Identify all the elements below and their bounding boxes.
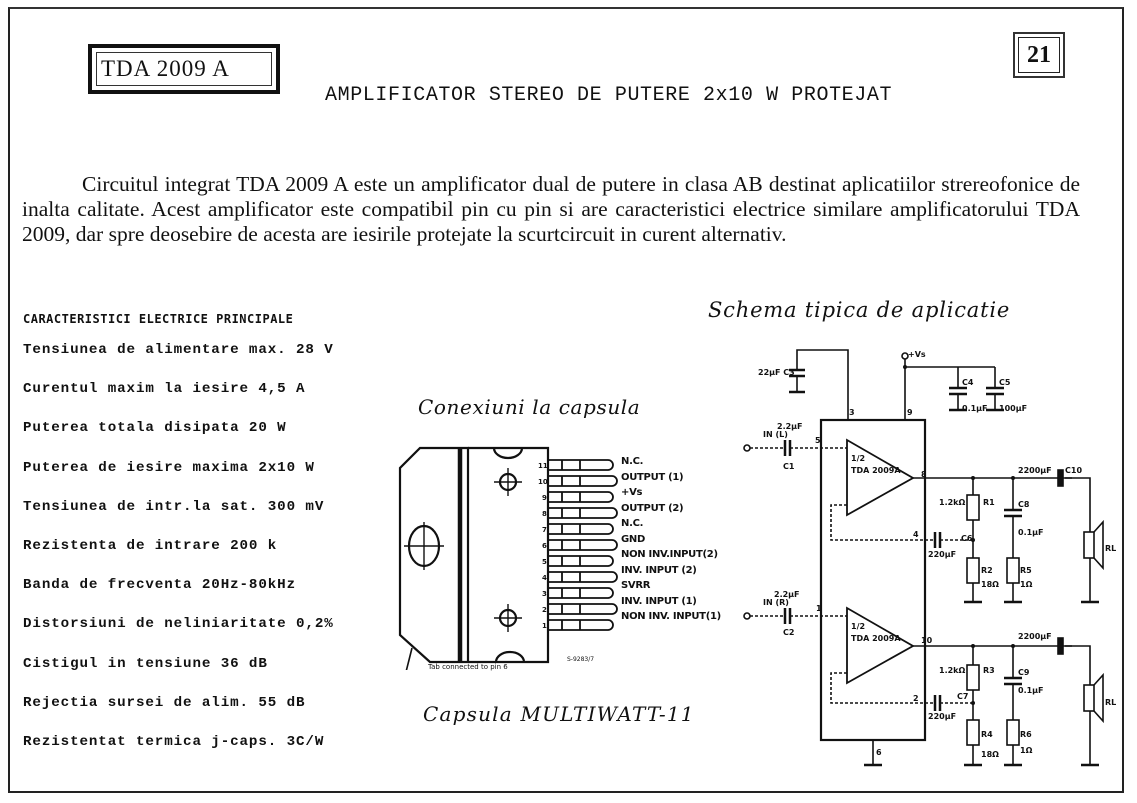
label-r6: R6 bbox=[1020, 730, 1032, 739]
pin-label: N.C. bbox=[621, 518, 644, 529]
page-number: 21 bbox=[1018, 37, 1060, 73]
label-r4-value: 18Ω bbox=[981, 750, 999, 759]
label-c4: C4 bbox=[962, 378, 974, 387]
svg-text:8: 8 bbox=[542, 510, 547, 518]
label-c1-value: 2.2µF bbox=[777, 422, 803, 431]
label-c10-value: 2200µF bbox=[1018, 466, 1052, 475]
label-c5-value: 100µF bbox=[999, 404, 1028, 413]
schematic-caption: Schema tipica de aplicatie bbox=[708, 298, 1011, 322]
label-c8: C8 bbox=[1018, 500, 1030, 509]
label-c1: C1 bbox=[783, 462, 795, 471]
label-pin9: 9 bbox=[907, 408, 913, 417]
application-schematic bbox=[735, 340, 1115, 780]
label-r3-value: 1.2kΩ bbox=[939, 666, 966, 675]
label-c4-value: 0.1µF bbox=[962, 404, 988, 413]
label-c7-value: 220µF bbox=[928, 712, 957, 721]
label-pin3: 3 bbox=[849, 408, 855, 417]
label-rl2: RL bbox=[1105, 698, 1117, 707]
pin-label: OUTPUT (1) bbox=[621, 471, 684, 483]
label-r2-value: 18Ω bbox=[981, 580, 999, 589]
label-pin2: 2 bbox=[913, 694, 919, 703]
label-c5: C5 bbox=[999, 378, 1011, 387]
svg-text:10: 10 bbox=[538, 478, 548, 486]
spec-item: Distorsiuni de neliniaritate 0,2% bbox=[23, 616, 334, 633]
spec-item: Rezistenta de intrare 200 k bbox=[23, 537, 278, 554]
svg-text:4: 4 bbox=[542, 574, 547, 582]
pin-label: NON INV. INPUT(1) bbox=[621, 611, 721, 622]
label-pin5: 5 bbox=[815, 436, 821, 445]
label-amp1-name: TDA 2009A bbox=[851, 466, 901, 475]
specs-heading: CARACTERISTICI ELECTRICE PRINCIPALE bbox=[23, 312, 294, 326]
label-r4: R4 bbox=[981, 730, 993, 739]
spec-item: Cistigul in tensiune 36 dB bbox=[23, 655, 268, 672]
label-amp1-half: 1/2 bbox=[851, 454, 866, 463]
label-r5-value: 1Ω bbox=[1020, 580, 1033, 589]
pin-label: OUTPUT (2) bbox=[621, 502, 684, 514]
label-r5: R5 bbox=[1020, 566, 1032, 575]
label-c6-value: 220µF bbox=[928, 550, 957, 559]
spec-item: Puterea de iesire maxima 2x10 W bbox=[23, 459, 315, 476]
label-pin6: 6 bbox=[876, 748, 882, 757]
label-c2-value: 2.2µF bbox=[774, 590, 800, 599]
label-c7: C7 bbox=[957, 692, 969, 701]
spec-item: Banda de frecventa 20Hz-80kHz bbox=[23, 577, 297, 594]
label-r6-value: 1Ω bbox=[1020, 746, 1033, 755]
label-pin1: 1 bbox=[816, 604, 822, 613]
package-caption: Capsula MULTIWATT-11 bbox=[423, 702, 695, 726]
svg-text:9: 9 bbox=[542, 494, 547, 502]
svg-text:7: 7 bbox=[542, 526, 547, 534]
spec-item: Rezistentat termica j-caps. 3C/W bbox=[23, 733, 325, 750]
svg-text:1: 1 bbox=[542, 622, 547, 630]
intro-paragraph bbox=[22, 172, 1080, 247]
pin-label: +Vs bbox=[621, 487, 643, 498]
tab-note: Tab connected to pin 6 bbox=[428, 663, 508, 671]
spec-item: Tensiunea de alimentare max. 28 V bbox=[23, 342, 334, 358]
page-number-box bbox=[1013, 32, 1065, 78]
chip-name-box bbox=[88, 44, 280, 94]
pin-label-list bbox=[621, 454, 721, 625]
pin-label: INV. INPUT (1) bbox=[621, 595, 697, 607]
label-c2: C2 bbox=[783, 628, 795, 637]
pin-label: N.C. bbox=[621, 456, 644, 467]
spec-item: Tensiunea de intr.la sat. 300 mV bbox=[23, 498, 325, 515]
svg-text:2: 2 bbox=[542, 606, 547, 614]
pin-label: NON INV.INPUT(2) bbox=[621, 549, 718, 560]
pin-label: INV. INPUT (2) bbox=[621, 564, 697, 576]
label-pin10: 10 bbox=[921, 636, 933, 645]
label-pin8: 8 bbox=[921, 470, 927, 479]
svg-text:3: 3 bbox=[542, 590, 547, 598]
label-c8-value: 0.1µF bbox=[1018, 528, 1044, 537]
label-pin4: 4 bbox=[913, 530, 919, 539]
label-amp2-half: 1/2 bbox=[851, 622, 866, 631]
svg-text:6: 6 bbox=[542, 542, 547, 550]
pinout-caption: Conexiuni la capsula bbox=[418, 395, 641, 419]
chip-name: TDA 2009 A bbox=[96, 52, 272, 86]
pin-label: GND bbox=[621, 533, 645, 545]
pin-label: SVRR bbox=[621, 580, 651, 591]
label-r1: R1 bbox=[983, 498, 995, 507]
label-c9: C9 bbox=[1018, 668, 1030, 677]
label-r1-value: 1.2kΩ bbox=[939, 498, 966, 507]
label-in-right: IN (R) bbox=[763, 598, 789, 607]
label-c10: C10 bbox=[1065, 466, 1083, 475]
spec-item: Puterea totala disipata 20 W bbox=[23, 420, 287, 437]
intro-text: Circuitul integrat TDA 2009 A este un amplificator dual de putere in clasa AB destinat aplicatiilor strereofonice de inalta calitate. Acest amplificator este compatibil pin cu pin si are caracteristici electrice similare amplificatorului TDA 2009, dar spre deosebire de acesta are iesirile protejate la scurtcircuit in curent alternativ. bbox=[22, 172, 1080, 246]
spec-item: Curentul maxim la iesire 4,5 A bbox=[23, 381, 306, 398]
label-c6: C6 bbox=[961, 534, 973, 543]
label-in-left: IN (L) bbox=[763, 430, 788, 439]
drawing-code: S-9283/7 bbox=[567, 656, 595, 663]
label-c3: 22µF C3 bbox=[758, 368, 795, 377]
svg-text:5: 5 bbox=[542, 558, 547, 566]
label-c9-value: 0.1µF bbox=[1018, 686, 1044, 695]
multiwatt-package-drawing bbox=[390, 440, 620, 670]
svg-text:11: 11 bbox=[538, 462, 548, 470]
page-title: AMPLIFICATOR STEREO DE PUTERE 2x10 W PROTEJAT bbox=[325, 84, 893, 107]
label-r3: R3 bbox=[983, 666, 995, 675]
label-vs: +Vs bbox=[908, 350, 926, 359]
spec-item: Rejectia sursei de alim. 55 dB bbox=[23, 694, 306, 711]
label-c11-value: 2200µF bbox=[1018, 632, 1052, 641]
label-rl1: RL bbox=[1105, 544, 1117, 553]
label-amp2-name: TDA 2009A bbox=[851, 634, 901, 643]
label-r2: R2 bbox=[981, 566, 993, 575]
spec-list bbox=[23, 342, 334, 773]
